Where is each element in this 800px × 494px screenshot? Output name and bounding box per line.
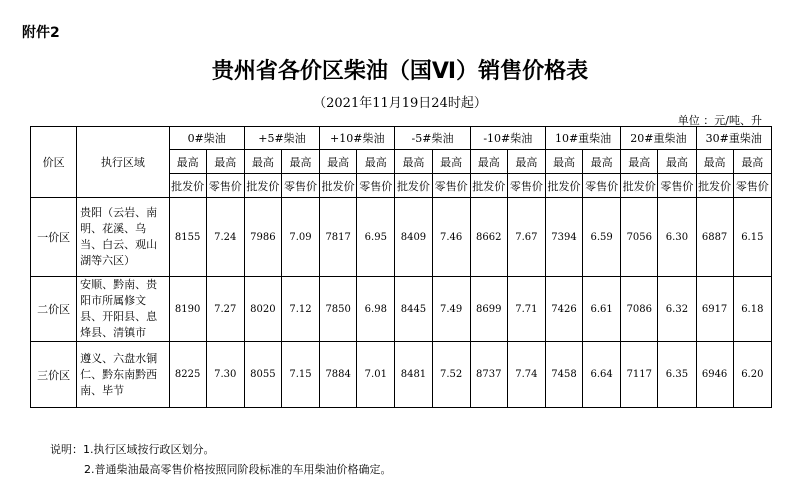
top-price-label: 最高: [696, 150, 733, 174]
fuel-header: 10#重柴油: [545, 127, 620, 150]
fuel-header: 0#柴油: [169, 127, 244, 150]
wholesale-price-cell: 8699: [470, 277, 507, 342]
wholesale-label: 批发价: [470, 174, 507, 198]
retail-label: 零售价: [733, 174, 771, 198]
wholesale-price-cell: 7056: [621, 198, 658, 277]
retail-price-cell: 6.59: [583, 198, 621, 277]
table-row: [31, 277, 772, 342]
wholesale-label: 批发价: [621, 174, 658, 198]
table-row: [31, 342, 772, 408]
retail-price-cell: 6.61: [583, 277, 621, 342]
retail-price-cell: 7.46: [432, 198, 470, 277]
wholesale-price-cell: 8737: [470, 342, 507, 408]
retail-price-cell: 6.35: [658, 342, 696, 408]
zone-header: 价区: [31, 127, 77, 198]
retail-price-cell: 7.49: [432, 277, 470, 342]
retail-label: 零售价: [281, 174, 319, 198]
retail-label: 零售价: [507, 174, 545, 198]
wholesale-label: 批发价: [696, 174, 733, 198]
wholesale-price-cell: 8481: [395, 342, 432, 408]
top-price-label: 最高: [733, 150, 771, 174]
area-header: 执行区域: [77, 127, 169, 198]
retail-price-cell: 6.32: [658, 277, 696, 342]
top-price-label: 最高: [658, 150, 696, 174]
wholesale-price-cell: 6946: [696, 342, 733, 408]
retail-price-cell: 7.67: [507, 198, 545, 277]
top-price-label: 最高: [281, 150, 319, 174]
retail-price-cell: 7.12: [281, 277, 319, 342]
notes: [50, 440, 392, 480]
retail-price-cell: 7.01: [357, 342, 395, 408]
fuel-header: 30#重柴油: [696, 127, 772, 150]
top-price-label: 最高: [320, 150, 357, 174]
top-price-label: 最高: [206, 150, 244, 174]
note-1: 1.执行区域按行政区划分。: [83, 443, 215, 456]
retail-price-cell: 7.15: [281, 342, 319, 408]
zone-cell: 一价区: [31, 198, 77, 277]
wholesale-price-cell: 7817: [320, 198, 357, 277]
top-price-label: 最高: [395, 150, 432, 174]
retail-price-cell: 6.15: [733, 198, 771, 277]
retail-price-cell: 7.52: [432, 342, 470, 408]
wholesale-price-cell: 7086: [621, 277, 658, 342]
fuel-header: -5#柴油: [395, 127, 470, 150]
fuel-header: 20#重柴油: [621, 127, 696, 150]
wholesale-price-cell: 8190: [169, 277, 206, 342]
wholesale-price-cell: 7394: [545, 198, 582, 277]
wholesale-price-cell: 7117: [621, 342, 658, 408]
wholesale-price-cell: 7426: [545, 277, 582, 342]
retail-price-cell: 6.20: [733, 342, 771, 408]
top-price-label: 最高: [169, 150, 206, 174]
retail-price-cell: 6.64: [583, 342, 621, 408]
page-title: 贵州省各价区柴油（国Ⅵ）销售价格表: [211, 59, 589, 84]
wholesale-price-cell: 6917: [696, 277, 733, 342]
wholesale-label: 批发价: [320, 174, 357, 198]
notes-label: 说明：: [50, 443, 83, 456]
fuel-header: +10#柴油: [320, 127, 395, 150]
wholesale-price-cell: 8155: [169, 198, 206, 277]
wholesale-price-cell: 8020: [244, 277, 281, 342]
top-price-label: 最高: [470, 150, 507, 174]
retail-label: 零售价: [357, 174, 395, 198]
area-cell: 遵义、六盘水铜仁、黔东南黔西南、毕节: [77, 342, 169, 408]
wholesale-price-cell: 8225: [169, 342, 206, 408]
top-price-label: 最高: [432, 150, 470, 174]
retail-price-cell: 6.30: [658, 198, 696, 277]
wholesale-price-cell: 7458: [545, 342, 582, 408]
wholesale-price-cell: 8409: [395, 198, 432, 277]
price-table: [30, 126, 772, 408]
retail-price-cell: 6.95: [357, 198, 395, 277]
top-price-label: 最高: [583, 150, 621, 174]
retail-label: 零售价: [206, 174, 244, 198]
unit-label: 单位 ：元/吨、升: [677, 114, 762, 127]
top-price-label: 最高: [507, 150, 545, 174]
top-price-label: 最高: [244, 150, 281, 174]
fuel-header: -10#柴油: [470, 127, 545, 150]
retail-label: 零售价: [432, 174, 470, 198]
wholesale-price-cell: 7986: [244, 198, 281, 277]
retail-price-cell: 7.27: [206, 277, 244, 342]
top-price-label: 最高: [545, 150, 582, 174]
retail-label: 零售价: [583, 174, 621, 198]
zone-cell: 三价区: [31, 342, 77, 408]
retail-price-cell: 7.24: [206, 198, 244, 277]
wholesale-price-cell: 8055: [244, 342, 281, 408]
retail-price-cell: 6.98: [357, 277, 395, 342]
wholesale-label: 批发价: [244, 174, 281, 198]
retail-label: 零售价: [658, 174, 696, 198]
retail-price-cell: 7.09: [281, 198, 319, 277]
retail-price-cell: 7.74: [507, 342, 545, 408]
wholesale-label: 批发价: [169, 174, 206, 198]
top-price-label: 最高: [357, 150, 395, 174]
wholesale-label: 批发价: [395, 174, 432, 198]
wholesale-price-cell: 8662: [470, 198, 507, 277]
area-cell: 安顺、黔南、贵阳市所属修文县、开阳县、息烽县、清镇市: [77, 277, 169, 342]
wholesale-price-cell: 6887: [696, 198, 733, 277]
retail-price-cell: 7.30: [206, 342, 244, 408]
note-2: 2.普通柴油最高零售价格按照同阶段标准的车用柴油价格确定。: [84, 463, 392, 476]
table-row: [31, 198, 772, 277]
fuel-header: +5#柴油: [244, 127, 319, 150]
retail-price-cell: 7.71: [507, 277, 545, 342]
zone-cell: 二价区: [31, 277, 77, 342]
top-price-label: 最高: [621, 150, 658, 174]
wholesale-price-cell: 7884: [320, 342, 357, 408]
area-cell: 贵阳（云岩、南明、花溪、乌当、白云、观山湖等六区）: [77, 198, 169, 277]
effective-date: （2021年11月19日24时起）: [313, 96, 487, 111]
retail-price-cell: 6.18: [733, 277, 771, 342]
attachment-label: 附件2: [22, 25, 60, 41]
wholesale-label: 批发价: [545, 174, 582, 198]
wholesale-price-cell: 8445: [395, 277, 432, 342]
wholesale-price-cell: 7850: [320, 277, 357, 342]
